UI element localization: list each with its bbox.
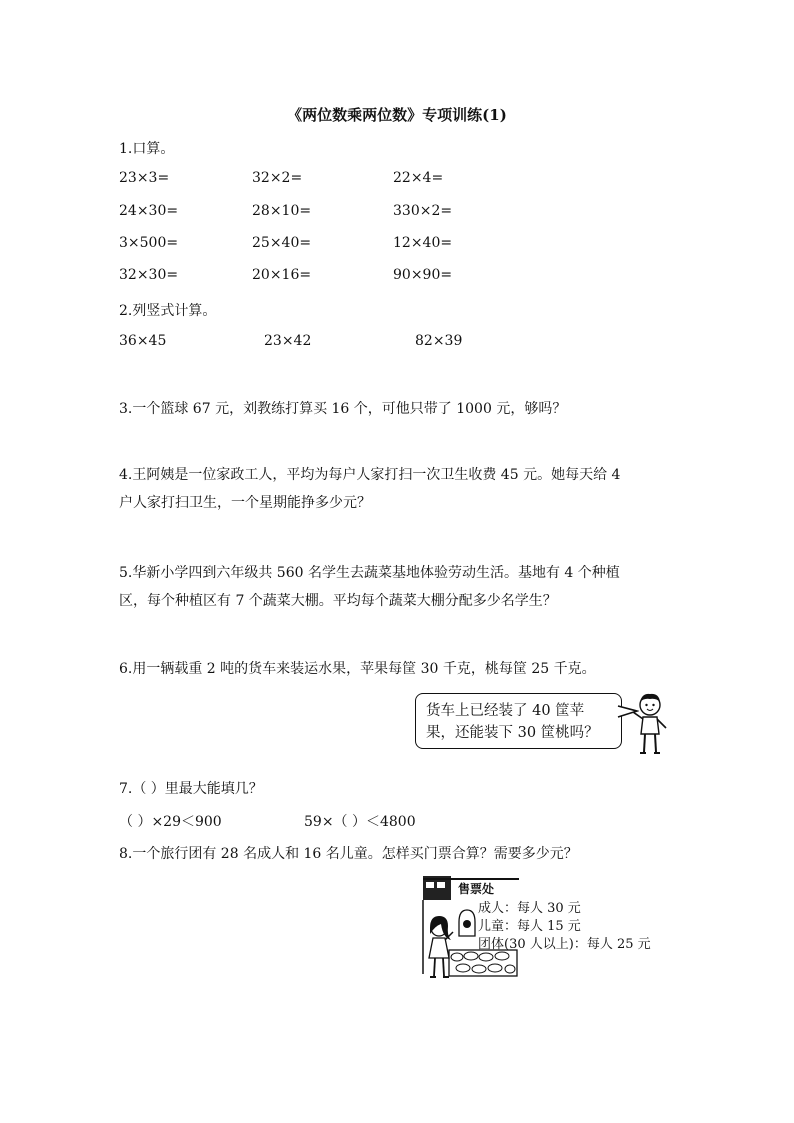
q6-text: 6.用一辆载重 2 吨的货车来装运水果，苹果每筐 30 千克，桃每筐 25 千克。 [119, 661, 596, 677]
bubble-line-1: 货车上已经装了 40 筐苹 [426, 703, 585, 719]
q1-item: 12×40= [393, 235, 453, 251]
q1-item: 23×3= [119, 170, 170, 186]
q1-item: 32×30= [119, 267, 179, 283]
q3-text: 3.一个篮球 67 元，刘教练打算买 16 个，可他只带了 1000 元，够吗？ [119, 401, 567, 417]
q1-item: 32×2= [252, 170, 303, 186]
q7-item: 59×（ ）＜4800 [304, 814, 416, 830]
ticket-price-group: 团体(30 人以上)：每人 25 元 [478, 937, 651, 952]
q7-item: （ ）×29＜900 [119, 814, 222, 830]
q1-item: 20×16= [252, 267, 312, 283]
ticket-price-adult: 成人：每人 30 元 [478, 901, 581, 916]
page-title: 《两位数乘两位数》专项训练(1) [287, 106, 507, 124]
q1-item: 90×90= [393, 267, 453, 283]
q1-item: 25×40= [252, 235, 312, 251]
q2-item: 82×39 [415, 333, 463, 349]
q1-item: 22×4= [393, 170, 444, 186]
ticket-office-label: 售票处 [458, 882, 495, 896]
q1-heading: 1.口算。 [119, 141, 175, 157]
q1-item: 3×500= [119, 235, 179, 251]
q1-item: 330×2= [393, 203, 453, 219]
q2-item: 23×42 [264, 333, 312, 349]
ticket-price-child: 儿童：每人 15 元 [478, 919, 581, 934]
q4-line2: 户人家打扫卫生，一个星期能挣多少元？ [119, 495, 371, 511]
q2-heading: 2.列竖式计算。 [119, 303, 217, 319]
q7-heading: 7.（ ）里最大能填几？ [119, 781, 263, 797]
q1-item: 24×30= [119, 203, 179, 219]
q2-item: 36×45 [119, 333, 167, 349]
q4-line1: 4.王阿姨是一位家政工人，平均为每户人家打扫一次卫生收费 45 元。她每天给 4 [119, 467, 621, 483]
q5-line2: 区，每个种植区有 7 个蔬菜大棚。平均每个蔬菜大棚分配多少名学生？ [119, 593, 557, 609]
q5-line1: 5.华新小学四到六年级共 560 名学生去蔬菜基地体验劳动生活。基地有 4 个种植 [119, 565, 620, 581]
q1-item: 28×10= [252, 203, 312, 219]
speech-bubble-text [426, 700, 599, 744]
bubble-line-2: 果，还能装下 30 筐桃吗？ [426, 725, 599, 741]
q8-text: 8.一个旅行团有 28 名成人和 16 名儿童。怎样买门票合算？需要多少元？ [119, 846, 578, 862]
boy-illustration-icon [628, 690, 672, 758]
